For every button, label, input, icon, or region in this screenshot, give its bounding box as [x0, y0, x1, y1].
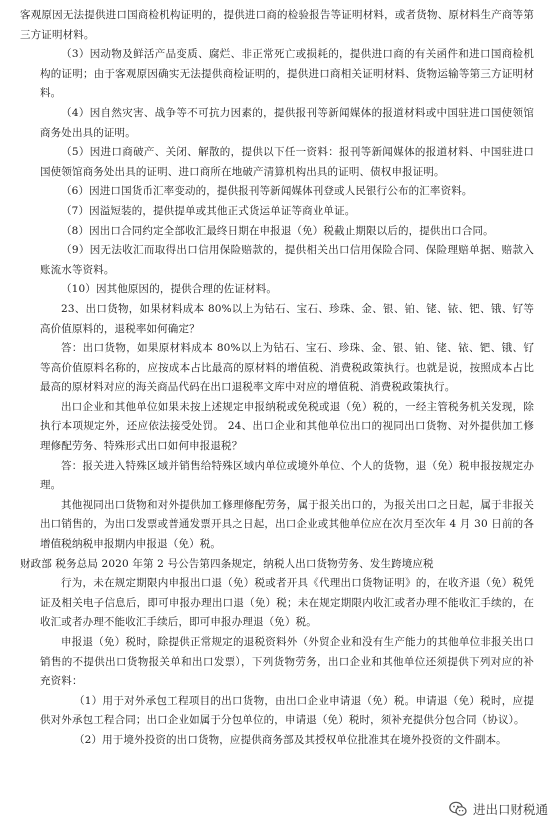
list-item: （1）用于对外承包工程项目的出口货物，由出口企业申请退（免）税。申请退（免）税时，应提供对外承包工程合同；出口企业如属于分包单位的，申请退（免）税时，须补充提供分包合同（协议）。: [40, 694, 534, 727]
paragraph: 财政部 税务总局 2020 年第 2 号公告第四条规定，纳税人出口货物劳务、发生跨境应税: [20, 557, 434, 570]
wechat-watermark: [449, 800, 548, 818]
watermark-text: 进出口财税通: [472, 802, 548, 817]
paragraph: 客观原因无法提供进口国商检机构证明的，提供进口商的检验报告等证明材料，或者货物、原材料生产商等第三方证明材料。: [20, 9, 534, 41]
paragraph: （7）因溢短装的，提供提单或其他正式货运单证等商业单证。: [61, 204, 356, 217]
paragraph: 其他视同出口货物和对外提供加工修理修配劳务，属于报关出口的，为报关出口之日起，属于非报关出口销售的，为出口发票或普通发票开具之日起，出口企业或其他单位应在次月至次年 4 月 30 日前的各增值税纳税申报期内申报退（免）税。: [40, 498, 534, 551]
wechat-icon: [449, 801, 467, 817]
paragraph: （8）因出口合同约定全部收汇最终日期在申报退（免）税截止期限以后的，提供出口合同。: [61, 224, 494, 237]
paragraph: （3）因动物及鲜活产品变质、腐烂、非正常死亡或损耗的，提供进口商的有关函件和进口国商检机构的证明；由于客观原因确实无法提供商检证明的，提供进口商相关证明材料、货物运输等第三方证明材料。: [40, 48, 534, 100]
paragraph: （10）因其他原因的，提供合理的佐证材料。: [61, 283, 278, 296]
paragraph: （6）因进口国货币汇率变动的，提供报刊等新闻媒体刊登或人民银行公布的汇率资料。: [61, 185, 473, 198]
list-item: （2）用于境外投资的出口货物，应提供商务部及其授权单位批准其在境外投资的文件副本。: [74, 733, 507, 746]
answer-paragraph: 答：报关进入特殊区域并销售给特殊区域内单位或境外单位、个人的货物，退（免）税申报按规定办理。: [40, 459, 534, 492]
question-heading: 23、出口货物，如果材料成本 80%以上为钻石、宝石、珍珠、金、银、铂、铑、铱、钯、锇、钌等高价值原料的，退税率如何确定？: [40, 302, 534, 335]
paragraph: （5）因进口商破产、关闭、解散的，提供以下任一资料：报刊等新闻媒体的报道材料、中国驻进口国使领馆商务处出具的证明、进口商所在地破产清算机构出具的证明、债权申报证明。: [40, 146, 534, 178]
paragraph: （9）因无法收汇而取得出口信用保险赔款的，提供相关出口信用保险合同、保险理赔单据、赔款入账流水等资料。: [40, 244, 534, 276]
paragraph: 出口企业和其他单位如果未按上述规定申报纳税或免税或退（免）税的，一经主管税务机关发现，除执行本项规定外，还应依法接受处罚。 24、出口企业和其他单位出口的视同出口货物、对外提供加工修理修配劳务、特殊形式出口如何申报退税？: [40, 400, 534, 453]
answer-paragraph: 答：出口货物，如果原材料成本 80%以上为钻石、宝石、珍珠、金、银、铂、铑、铱、钯、锇、钌等高价值原料名称的，应按成本占比最高的原材料的增值税、消费税政策执行。也就是说，按照成本占比最高的原材料对应的海关商品代码在出口退税率文库中对应的增值税、消费税政策执行。: [40, 342, 534, 394]
paragraph: （4）因自然灾害、战争等不可抗力因素的，提供报刊等新闻媒体的报道材料或中国驻进口国使领馆商务处出具的证明。: [40, 106, 534, 139]
paragraph: 行为，未在规定期限内申报出口退（免）税或者开具《代理出口货物证明》的，在收齐退（免）税凭证及相关电子信息后，即可申报办理出口退（免）税；未在规定期限内收汇或者办理不能收汇手续的，在收汇或者办理不能收汇手续后，即可申报办理退（免）税。: [40, 577, 534, 629]
paragraph: 申报退（免）税时，除提供正常规定的退税资料外（外贸企业和没有生产能力的其他单位非报关出口销售的不提供出口货物报关单和出口发票），下列货物劳务，出口企业和其他单位还须提供下列对应的补充资料：: [40, 636, 534, 688]
